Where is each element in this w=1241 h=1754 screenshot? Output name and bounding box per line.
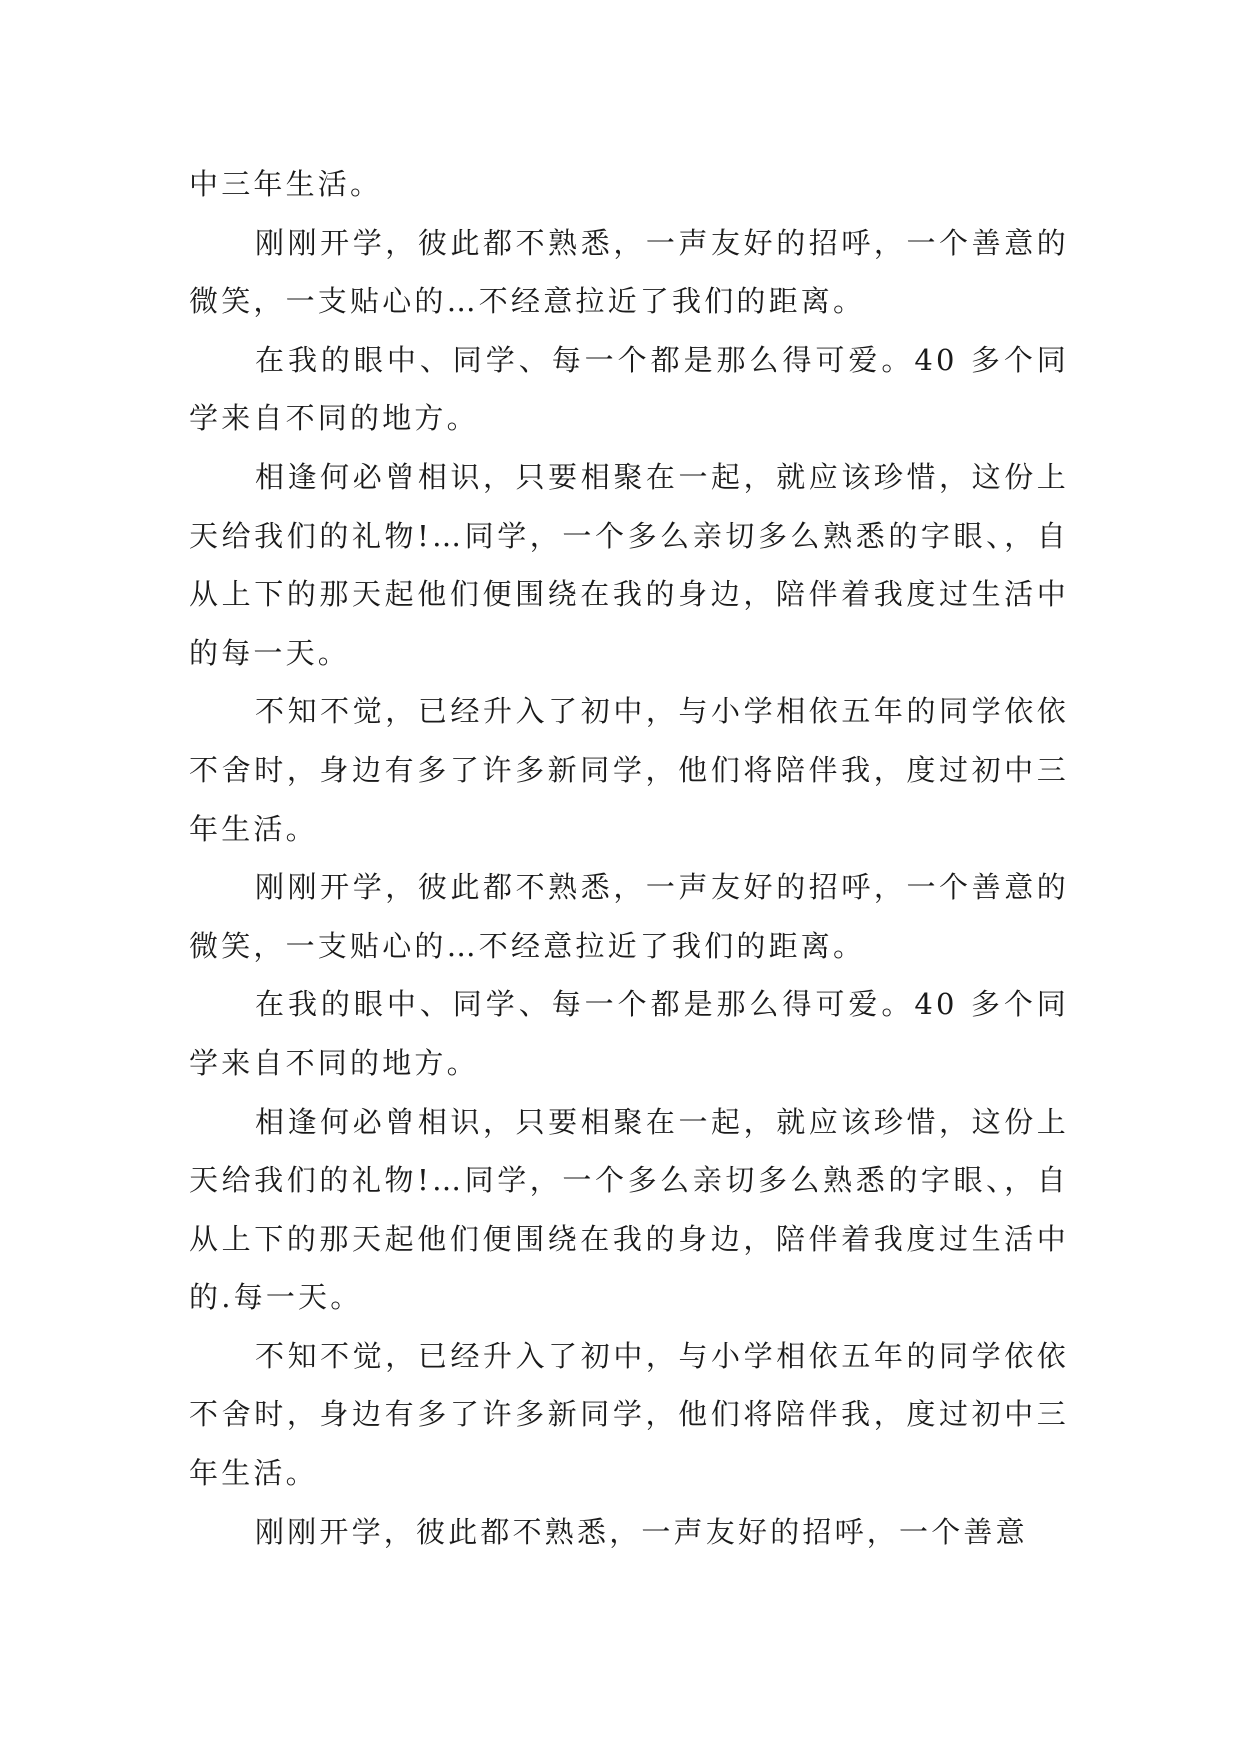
paragraph-5: 不知不觉，已经升入了初中，与小学相依五年的同学依依不舍时，身边有多了许多新同学，他们将陪伴我，度过初中三年生活。 [189,694,1069,846]
paragraph-7: 在我的眼中、同学、每一个都是那么得可爱。40 多个同学来自不同的地方。 [189,987,1069,1080]
paragraph-8: 相逢何必曾相识，只要相聚在一起，就应该珍惜，这份上天给我们的礼物!…同学，一个多么亲切多么熟悉的字眼、，自从上下的那天起他们便围绕在我的身边，陪伴着我度过生活中的.每一天。 [189,1104,1069,1315]
paragraph-9: 不知不觉，已经升入了初中，与小学相依五年的同学依依不舍时，身边有多了许多新同学，他们将陪伴我，度过初中三年生活。 [189,1338,1069,1491]
paragraph-3: 在我的眼中、同学、每一个都是那么得可爱。40 多个同学来自不同的地方。 [189,342,1069,436]
paragraph-4: 相逢何必曾相识，只要相聚在一起，就应该珍惜，这份上天给我们的礼物!…同学，一个多么亲切多么熟悉的字眼、，自从上下的那天起他们便围绕在我的身边，陪伴着我度过生活中的每一天。 [189,459,1069,670]
paragraph-10: 刚刚开学，彼此都不熟悉，一声友好的招呼，一个善意 [255,1514,1028,1549]
paragraph-1: 中三年生活。 [189,167,383,201]
paragraph-2: 刚刚开学，彼此都不熟悉，一声友好的招呼，一个善意的微笑，一支贴心的…不经意拉近了我们的距离。 [189,225,1069,319]
document-body [189,155,1069,1561]
paragraph-6: 刚刚开学，彼此都不熟悉，一声友好的招呼，一个善意的微笑，一支贴心的…不经意拉近了我们的距离。 [189,870,1069,963]
